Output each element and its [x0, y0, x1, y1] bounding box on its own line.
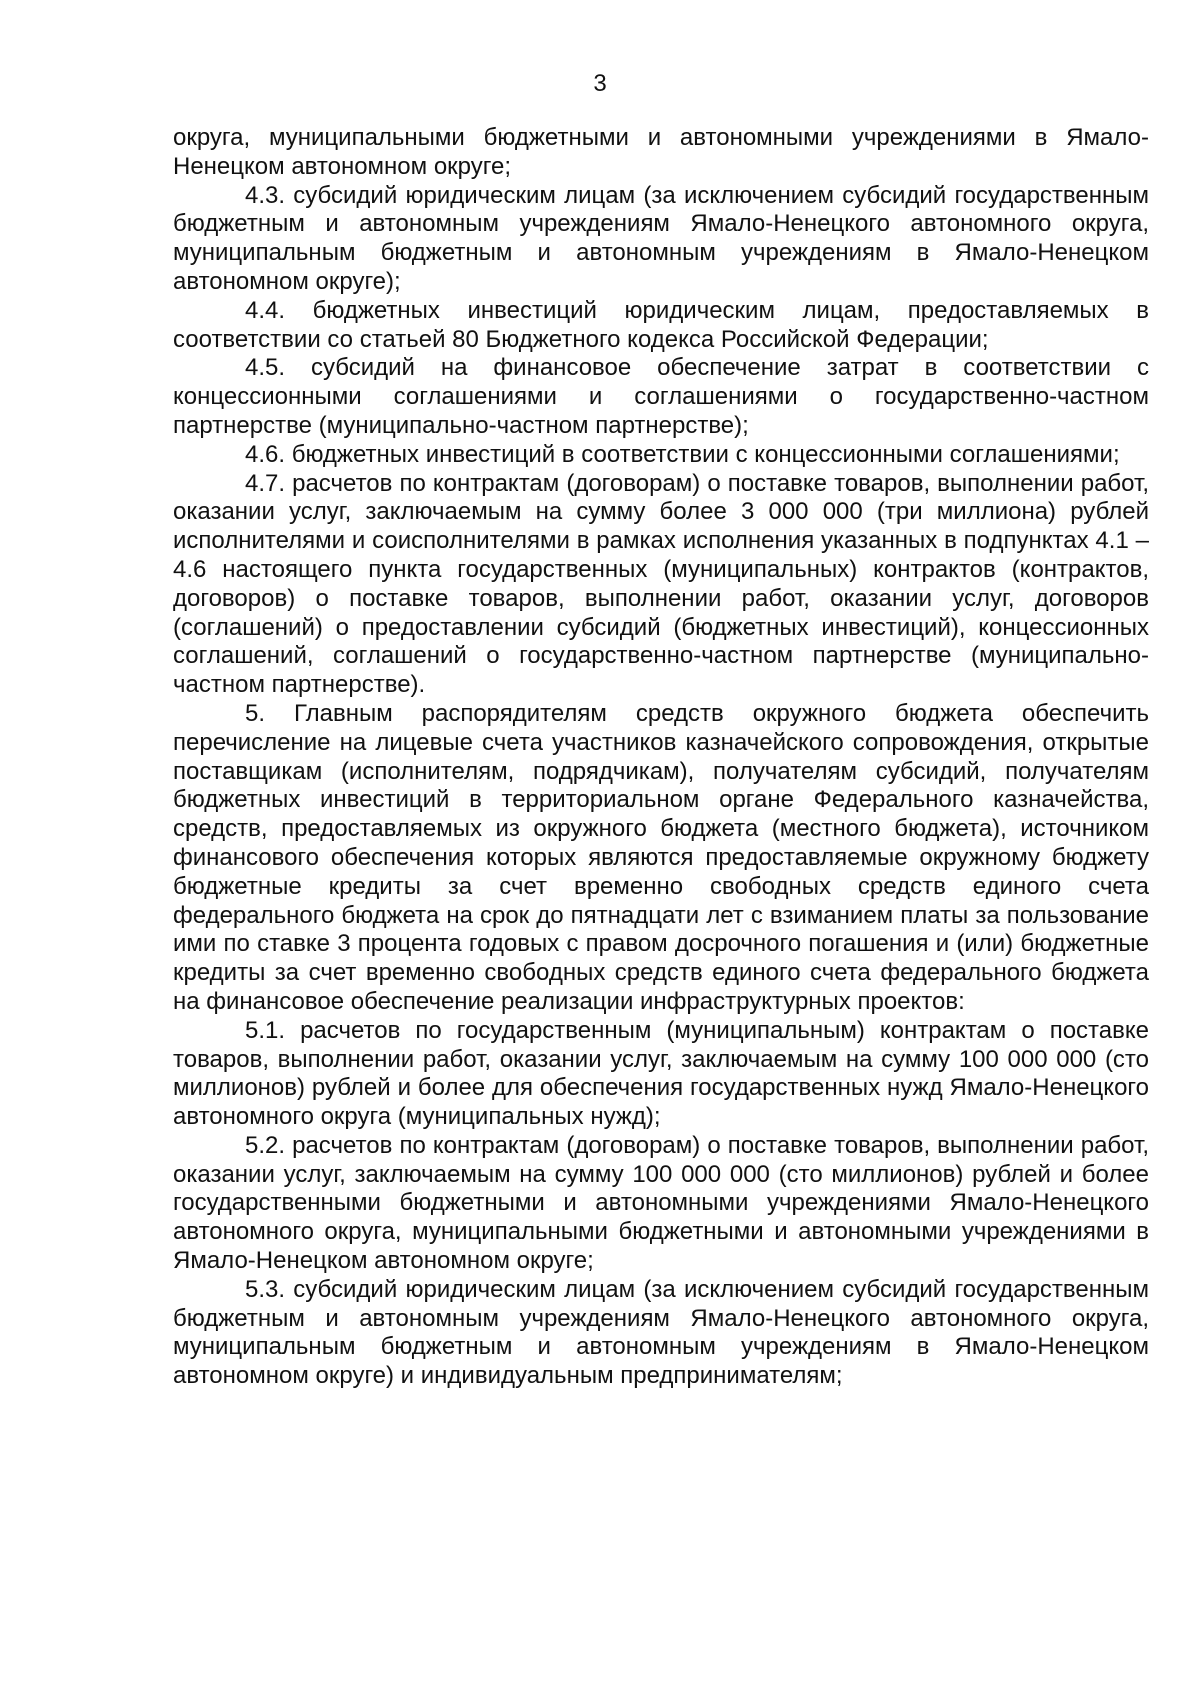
paragraph-4-6: 4.6. бюджетных инвестиций в соответствии с концессионными соглашениями; [245, 440, 1120, 468]
paragraph-5: 5. Главным распорядителям средств окружного бюджета обеспечить перечисление на лицевые счета участников казначейского сопровождения, открытые поставщикам (исполнителям, подрядчикам), получателям субсидий, получателям бюджетных инвестиций в территориальном органе Федерального казначейства, средств, предоставляемых из окружного бюджета (местного бюджета), источником финансового обеспечения которых являются предоставляемые окружному бюджету бюджетные кредиты за счет временно свободных средств единого счета федерального бюджета на срок до пятнадцати лет с взиманием платы за пользование ими по ставке 3 процента годовых с правом досрочного погашения и (или) бюджетные кредиты за счет временно свободных средств единого счета федерального бюджета на финансовое обеспечение реализации инфраструктурных проектов: [173, 699, 1149, 1015]
paragraph-5-2: 5.2. расчетов по контрактам (договорам) о поставке товаров, выполнении работ, оказании услуг, заключаемым на сумму 100 000 000 (сто миллионов) рублей и более государственными бюджетными и автономными учреждениями Ямало-Ненецкого автономного округа, муниципальными бюджетными и автономными учреждениями в Ямало-Ненецком автономном округе; [173, 1131, 1149, 1275]
page-number: 3 [593, 70, 607, 97]
paragraph-4-7: 4.7. расчетов по контрактам (договорам) о поставке товаров, выполнении работ, оказании услуг, заключаемым на сумму более 3 000 000 (три миллиона) рублей исполнителями и соисполнителями в рамках исполнения указанных в подпунктах 4.1 – 4.6 настоящего пункта государственных (муниципальных) контрактов (контрактов, договоров) о поставке товаров, выполнении работ, оказании услуг, договоров (соглашений) о предоставлении субсидий (бюджетных инвестиций), концессионных соглашений, соглашений о государственно-частном партнерстве (муниципально-частном партнерстве). [173, 469, 1149, 699]
paragraph-4-5: 4.5. субсидий на финансовое обеспечение затрат в соответствии с концессионными соглашениями и соглашениями о государственно-частном партнерстве (муниципально-частном партнерстве); [173, 354, 1149, 439]
paragraph-4-4: 4.4. бюджетных инвестиций юридическим лицам, предоставляемых в соответствии со статьей 80 Бюджетного кодекса Российской Федерации; [173, 296, 1149, 353]
document-body [173, 124, 1149, 1391]
paragraph-continuation: округа, муниципальными бюджетными и автономными учреждениями в Ямало-Ненецком автономном округе; [173, 124, 1149, 180]
paragraph-5-1: 5.1. расчетов по государственным (муниципальным) контрактам о поставке товаров, выполнении работ, оказании услуг, заключаемым на сумму 100 000 000 (сто миллионов) рублей и более для обеспечения государственных нужд Ямало-Ненецкого автономного округа (муниципальных нужд); [173, 1016, 1149, 1131]
paragraph-4-3: 4.3. субсидий юридическим лицам (за исключением субсидий государственным бюджетным и автономным учреждениям Ямало-Ненецкого автономного округа, муниципальным бюджетным и автономным учреждениям в Ямало-Ненецком автономном округе); [173, 181, 1149, 295]
paragraph-5-3: 5.3. субсидий юридическим лицам (за исключением субсидий государственным бюджетным и автономным учреждениям Ямало-Ненецкого автономного округа, муниципальным бюджетным и автономным учреждениям в Ямало-Ненецком автономном округе) и индивидуальным предпринимателям; [173, 1275, 1149, 1390]
